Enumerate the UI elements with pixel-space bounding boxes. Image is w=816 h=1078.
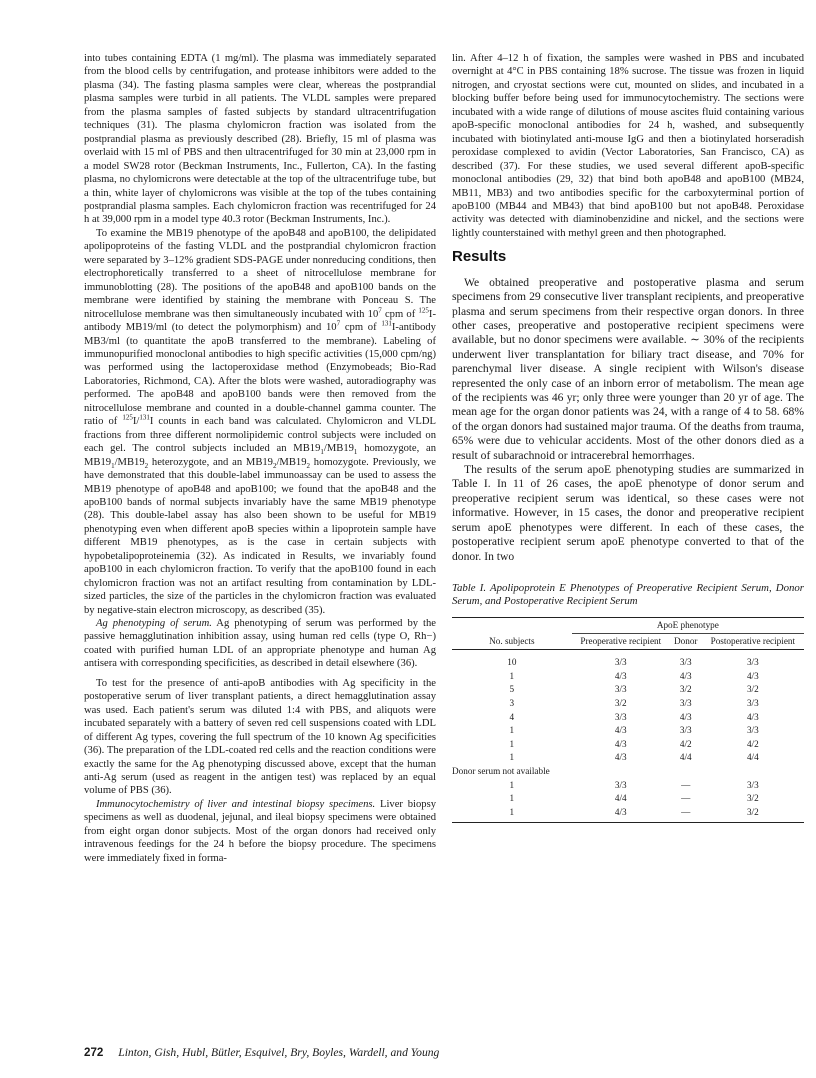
right-column — [452, 52, 804, 823]
table-cell: 3/2 — [702, 805, 804, 822]
paragraph-results-apoe: The results of the serum apoE phenotyping studies are summarized in Table I. In 11 of 26 cases, the apoE phenotype of donor serum and preoperative recipient serum was identical, so these cases were not informative. However, in 15 cases, the donor and preoperative recipient serum apoE phenotypes were different. In each of these cases, the postoperative recipient serum apoE phenotype converted to that of the donor. In two — [452, 463, 804, 563]
table-cell: — — [681, 779, 691, 790]
table-cell: 4/3 — [746, 670, 759, 681]
table-row — [452, 656, 804, 670]
results-section — [452, 276, 804, 564]
table-cell: 3/2 — [746, 684, 759, 695]
table-cell: 4/2 — [746, 738, 759, 749]
table-cell: 4/3 — [614, 725, 627, 736]
table-cell: 1 — [509, 738, 515, 749]
col-group-apoe: ApoE phenotype — [572, 617, 804, 633]
table-cell: 4/3 — [614, 738, 627, 749]
table-cell: 1 — [509, 725, 515, 736]
table-row — [452, 724, 804, 738]
table-row — [452, 683, 804, 697]
table-cell: 4/3 — [679, 670, 692, 681]
table-row — [452, 751, 804, 765]
table-cell: 3/2 — [679, 684, 692, 695]
results-heading: Results — [452, 248, 507, 266]
table-cell: 1 — [509, 670, 515, 681]
table-row — [452, 710, 804, 724]
table-cell: 4/3 — [572, 805, 670, 822]
running-authors: Linton, Gish, Hubl, Bütler, Esquivel, Bry, Boyles, Wardell, and Young — [118, 1046, 440, 1059]
table-cell: 3 — [509, 698, 515, 708]
paragraph-ag-phenotyping: Ag phenotyping of serum. Ag phenotyping of serum was performed by the passive hemagglutination inhibition assay, using human red cells (type O, Rh−) coated with purified human LDL of an appropriate phenotype and human Ag antisera with corresponding specificities, as described in detail elsewhere (36). — [84, 618, 437, 670]
paragraph-results-specimens: We obtained preoperative and postoperative plasma and serum specimens from 29 consecutive liver transplant recipients, and preoperative plasma and serum specimens from their respective organ donors. In three other cases, preoperative and postoperative recipient specimens were available, but no donor specimens were available. ∼ 30% of the recipients underwent liver transplantation for biliary tract disease, and 70% for parenchymal liver disease. A single recipient with Wilson's disease represented the only case of an inborn error of metabolism. The mean age of the recipients was 46 yr; only three were younger than 20 yr of age. The mean age for the organ donor patients was 24, with a range of 4 to 58. 68% of the organ donors had sustained major trauma. Of the deaths from trauma, 65% were due to vehicular accidents. Most of the other donors died as a result of subarachnoid or intracerebral hemorrhages. — [452, 275, 805, 462]
table-cell: 4 — [509, 711, 515, 722]
col-header-donor: Donor — [670, 633, 702, 649]
paragraph-mb19-phenotype: To examine the MB19 phenotype of the apoB48 and apoB100, the delipidated apolipoproteins of the fasting VLDL and the postprandial chylomicron fraction were separated by 3–12% gradient SDS-PAGE under nonreducing conditions, then electrophoretically transferred to a sheet of nitrocellulose membrane for immunoblotting (28). The positions of the apoB48 and apoB100 bands on the membrane were identified by staining the membrane with Ponceau S. The nitrocellulose membrane was then simultaneously incubated with $10^7$ cpm of $^{125}$I-antibody MB19/ml (to detect the polymorphism) and $10^7$ cpm of $^{131}$I-antibody MB3/ml (to quantitate the apoB transferred to the membrane). Labeling of immunopurified monoclonal antibodies to high specific activities (15,000 cpm/ng) was performed using the lactoperoxidase method (Enzymobeads; Bio-Rad Laboratories, Richmond, CA). After the blots were washed, autoradiography was performed. The apoB48 and apoB100 bands were then removed from the nitrocellulose membrane and counted in a double-channel gamma counter. The ratio of $^{125}$I/$^{131}$I counts in each band was calculated. Chylomicron and VLDL fractions from three different normolipidemic control subjects were included on each gel. The control subjects included an $MB19_1/MB19_1$ homozygote, an $MB19_1/MB19_2$ heterozygote, and an $MB19_2/MB19_2$ homozygote. Previously, we have demonstrated that this double-label immunoassay can be used to assess the MB19 phenotype of apoB48 and apoB100; we found that the apoB48 and the apoB100 bands of normal subjects invariably have the same MB19 phenotype (28). This double-label assay has also been shown to be useful for MB19 phenotyping even when different apoB species within a lipoprotein sample have different MB19 phenotypes, as is the case in certain subjects with hypobetalipoproteinemia (32). As indicated in Results, we invariably found apoB100 in each chylomicron fraction. To verify that the apoB100 found in each chylomicron fraction was not an artifact resulting from contamination by LDL-sized particles, the size of the particles in the chylomicron fraction was evaluated by negative-stain electron microscopy, as described (35). — [84, 227, 437, 616]
table-cell: 3/3 — [679, 657, 692, 668]
paragraph-immunocytochemistry: Immunocytochemistry of liver and intestinal biopsy specimens. Liver biopsy specimens as well as duodenal, jejunal, and ileal biopsy specimens were obtained from eight organ donor subjects. Most of the organ donors had received only intravenous feedings for the 24 h before the biopsy procedure. The specimens were immediately fixed in forma- — [84, 798, 436, 864]
table-cell: 3/3 — [746, 657, 759, 668]
table-cell: 3/3 — [746, 725, 759, 736]
table-row — [452, 805, 804, 822]
table-cell: 1 — [452, 805, 572, 822]
table-cell: 3/3 — [614, 657, 627, 668]
page-footer — [84, 1046, 439, 1059]
table-row — [452, 778, 804, 792]
page-number: 272 — [84, 1046, 104, 1059]
left-column — [84, 52, 436, 865]
table-body-donor-na — [452, 778, 804, 822]
table-cell: 3/3 — [679, 698, 692, 708]
table-cell: 3/3 — [614, 711, 627, 722]
col-header-preop: Preoperative recipient — [572, 633, 670, 649]
table-cell: 1 — [509, 779, 515, 790]
table-cell: — — [681, 793, 691, 804]
paragraph-plasma-prep: into tubes containing EDTA (1 mg/ml). The plasma was immediately separated from the blood cells by centrifugation, and protease inhibitors were added to the plasma (34). The fasting plasma samples were clear, whereas the postprandial plasma samples were turbid in all patients. The VLDL samples were prepared from the plasma samples of fasted subjects by standard ultracentrifugation techniques (31). The plasma chylomicron fraction was isolated from the postprandial plasma as previously described (28). Briefly, 15 ml of plasma was overlaid with 15 ml of PBS and then ultracentrifuged for 30 min at 23,000 rpm in a model SW28 rotor (Beckman Instruments, Inc., Fullerton, CA). In the fasting plasma, no chylomicrons were detectable at the top of the ultracentrifuge tube, but a thin, white layer of chylomicrons was visible at the top of the tubes containing postprandial plasma samples. Each chylomicron fraction was recentrifuged for 24 h at 39,000 rpm in a model type 40.3 rotor (Beckman Instruments, Inc.). — [84, 53, 436, 226]
table-cell: 4/3 — [746, 711, 759, 722]
table-cell: 1 — [509, 793, 515, 804]
table-row — [452, 670, 804, 684]
table-cell: 3/3 — [614, 684, 627, 695]
table-cell: 4/3 — [679, 711, 692, 722]
table-cell: 1 — [509, 752, 515, 763]
table-cell: — — [670, 805, 702, 822]
table-row — [452, 737, 804, 751]
table-cell: 4/4 — [614, 793, 627, 804]
table-cell: 4/3 — [614, 670, 627, 681]
table-cell: 3/3 — [679, 725, 692, 736]
table-caption: Table I. Apolipoprotein E Phenotypes of Preoperative Recipient Serum, Donor Serum, and Postoperative Recipient Serum — [452, 581, 804, 608]
table-subheading: Donor serum not available — [452, 765, 550, 776]
table-cell: 4/4 — [679, 752, 692, 763]
table-body-main — [452, 656, 804, 765]
paragraph-fixation: lin. After 4–12 h of fixation, the samples were washed in PBS and incubated overnight at 4°C in PBS containing 18% sucrose. The tissue was frozen in liquid nitrogen, and cryostat sections were cut, mounted on slides, and incubated in a blocking buffer before being used for immunocytochemistry. The sections were incubated with a wide range of dilutions of mouse ascites fluid containing various apoB-specific monoclonal antibodies for 24 h, washed, and subsequently incubated with biotinylated anti-mouse IgG and then a biotinylated horseradish peroxidase complexed to avidin (Vector Laboratories, San Francisco, CA) as described (37). For these studies, we used several different apoB-specific monoclonal antibodies (29, 32) that bind both apoB48 and apoB100 (MB24, MB11, MB3) and two antibodies specific for the carboxyterminal portion of apoB100 (MB44 and MB43) that bind apoB100 but not apoB48. Peroxidase activity was detected with diaminobenzidine and nickel, and the sections were lightly counterstained with methyl green and then photographed. — [452, 53, 804, 239]
table-cell: 4/3 — [614, 752, 627, 763]
col-header-subjects: No. subjects — [452, 617, 572, 649]
table-row — [452, 792, 804, 806]
table-cell: 3/3 — [746, 779, 759, 790]
table-cell: 10 — [507, 657, 517, 668]
table-cell: 5 — [509, 684, 515, 695]
table-cell: 3/3 — [746, 698, 759, 708]
table-cell: 3/2 — [746, 793, 759, 804]
table-cell: 3/2 — [614, 698, 627, 708]
table-row — [452, 697, 804, 711]
table-cell: 4/2 — [679, 738, 692, 749]
table-cell: 3/3 — [614, 779, 627, 790]
apoe-phenotype-table — [452, 617, 804, 823]
col-header-postop: Postoperative recipient — [702, 633, 804, 649]
paragraph-anti-apob-test: To test for the presence of anti-apoB antibodies with Ag specificity in the postoperative serum of liver transplant patients, a direct hemagglutination assay was used. Each patient's serum was diluted 1:4 with PBS, and aliquots were incubated separately with a battery of seven red cell suspensions coated with LDL of different Ag types, covering the full spectrum of the 10 known Ag specificities (36). The preparation of the LDL-coated red cells and the reaction conditions were exactly the same for the Ag phenotyping discussed above, except that the human anti-Ag serum (used as reagent in the antigen test) was replaced by an equal volume of PBS (36). — [84, 677, 436, 797]
table-cell: 4/4 — [746, 752, 759, 763]
